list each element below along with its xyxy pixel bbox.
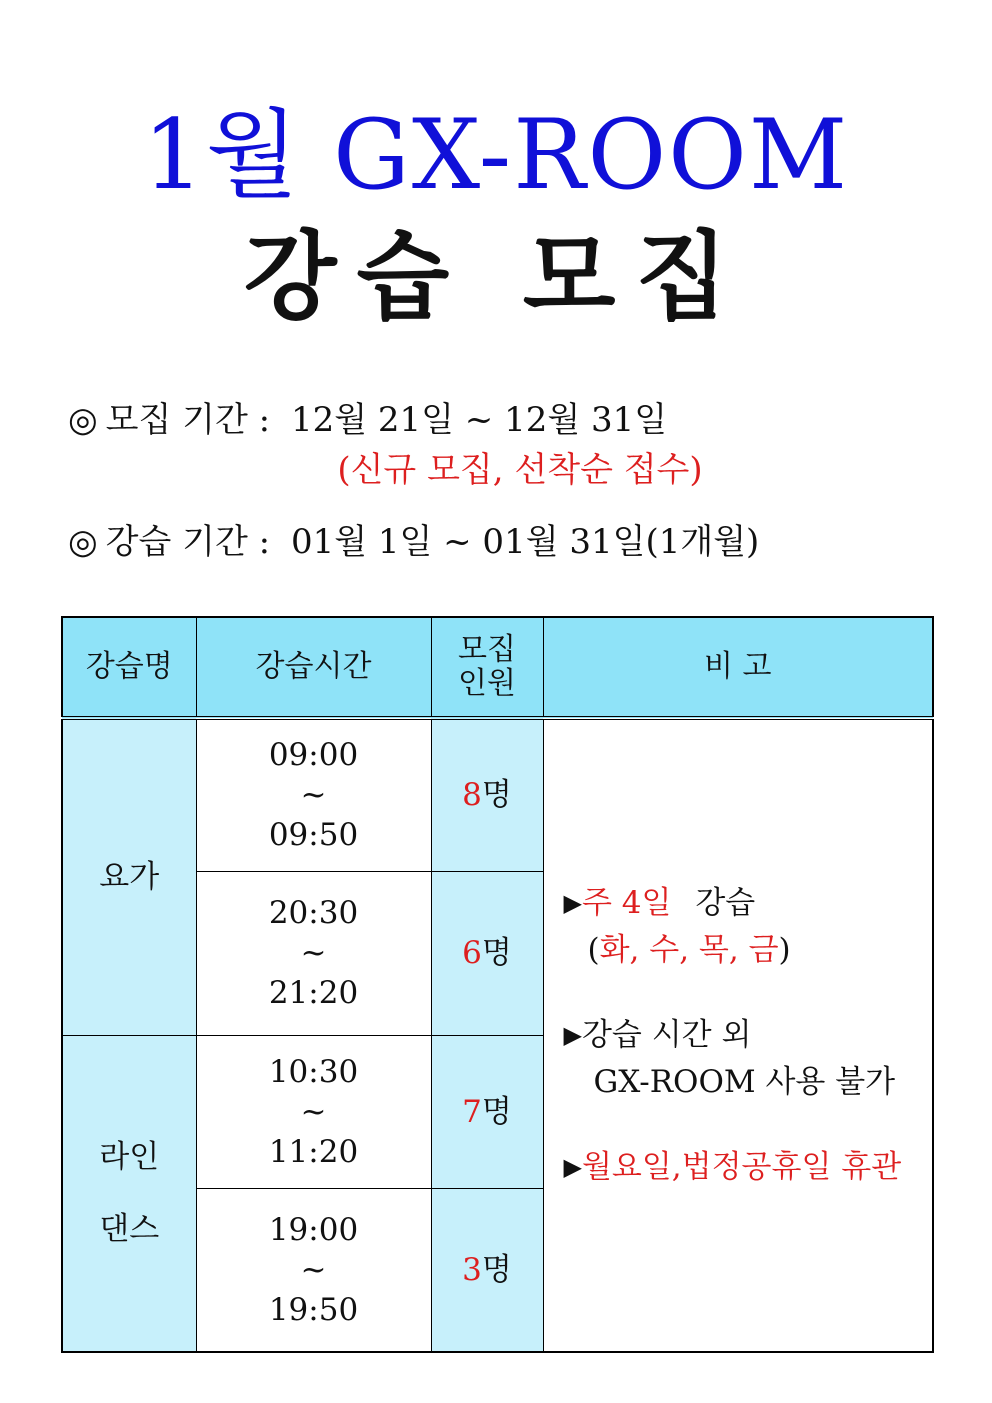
title-line-1: 1월 GX-ROOM xyxy=(142,99,850,211)
capacity-count: 8 xyxy=(462,777,482,814)
program-name-line2: 댄스 xyxy=(99,1211,160,1248)
header-capacity-line2: 인원 xyxy=(458,666,516,701)
notes-cell xyxy=(543,718,933,1352)
note-1 xyxy=(564,880,933,974)
program-yoga xyxy=(62,718,196,1035)
capacity-cell xyxy=(431,718,543,871)
time-end: 21:20 xyxy=(268,975,359,1011)
time-cell xyxy=(196,871,431,1035)
capacity-cell xyxy=(431,1035,543,1188)
time-start: 20:30 xyxy=(268,895,359,931)
time-sep: ~ xyxy=(300,777,327,814)
capacity-unit: 명 xyxy=(481,935,512,971)
schedule-table xyxy=(61,616,934,1353)
lesson-period-line xyxy=(68,520,759,564)
recruit-period-line xyxy=(68,398,667,442)
program-name: 요가 xyxy=(99,859,160,896)
note-3-red: 월요일,법정공휴일 휴관 xyxy=(581,1149,902,1185)
capacity-count: 6 xyxy=(462,935,482,971)
time-cell xyxy=(196,718,431,871)
capacity-count: 3 xyxy=(462,1251,482,1288)
bullet-icon: ▶ xyxy=(563,889,582,917)
capacity-cell xyxy=(431,1188,543,1352)
program-name-line1: 라인 xyxy=(99,1139,160,1176)
time-start: 19:00 xyxy=(268,1211,359,1248)
note-1-days: 화, 수, 목, 금 xyxy=(599,932,779,968)
recruit-label: 모집 기간 : xyxy=(105,400,271,440)
time-end: 09:50 xyxy=(268,817,359,854)
note-2-line2: GX-ROOM 사용 불가 xyxy=(593,1064,896,1100)
recruit-note: (신규 모집, 선착순 접수) xyxy=(337,450,703,490)
capacity-cell xyxy=(431,871,543,1035)
header-capacity xyxy=(431,617,543,718)
program-line-dance xyxy=(62,1035,196,1352)
time-cell xyxy=(196,1035,431,1188)
lesson-label: 강습 기간 : xyxy=(105,522,271,562)
note-2 xyxy=(564,1012,933,1106)
time-cell xyxy=(196,1188,431,1352)
capacity-unit: 명 xyxy=(481,777,512,814)
note-2-line1: 강습 시간 외 xyxy=(581,1017,752,1053)
time-end: 11:20 xyxy=(268,1133,359,1170)
capacity-unit: 명 xyxy=(481,1251,512,1288)
capacity-unit: 명 xyxy=(481,1093,512,1130)
time-sep: ~ xyxy=(300,1251,327,1288)
title-line-2: 강습 모집 xyxy=(243,220,749,333)
note-3 xyxy=(564,1144,933,1191)
header-note: 비 고 xyxy=(543,617,933,718)
time-start: 09:00 xyxy=(268,737,359,774)
note-1-days-line xyxy=(564,927,933,974)
header-name: 강습명 xyxy=(62,617,196,718)
table-header-row xyxy=(62,617,933,718)
time-start: 10:30 xyxy=(268,1053,359,1090)
table-row xyxy=(62,718,933,871)
time-sep: ~ xyxy=(300,935,327,971)
lesson-period: 01월 1일 ~ 01월 31일(1개월) xyxy=(290,522,760,562)
note-1-days-open: ( xyxy=(587,932,600,968)
recruit-period: 12월 21일 ~ 12월 31일 xyxy=(290,400,668,440)
time-sep: ~ xyxy=(300,1093,327,1130)
bullet-icon: ▶ xyxy=(563,1021,582,1049)
recruit-symbol: ◎ xyxy=(68,400,98,440)
time-end: 19:50 xyxy=(268,1291,359,1328)
program-name xyxy=(63,1121,196,1265)
note-1-black: 강습 xyxy=(695,885,756,921)
lesson-symbol: ◎ xyxy=(68,522,98,562)
header-capacity-line1: 모집 xyxy=(458,632,516,667)
header-time: 강습시간 xyxy=(196,617,431,718)
capacity-count: 7 xyxy=(462,1093,482,1130)
note-1-red: 주 4일 xyxy=(581,885,672,921)
note-1-days-close: ) xyxy=(778,932,791,968)
bullet-icon: ▶ xyxy=(563,1153,582,1181)
